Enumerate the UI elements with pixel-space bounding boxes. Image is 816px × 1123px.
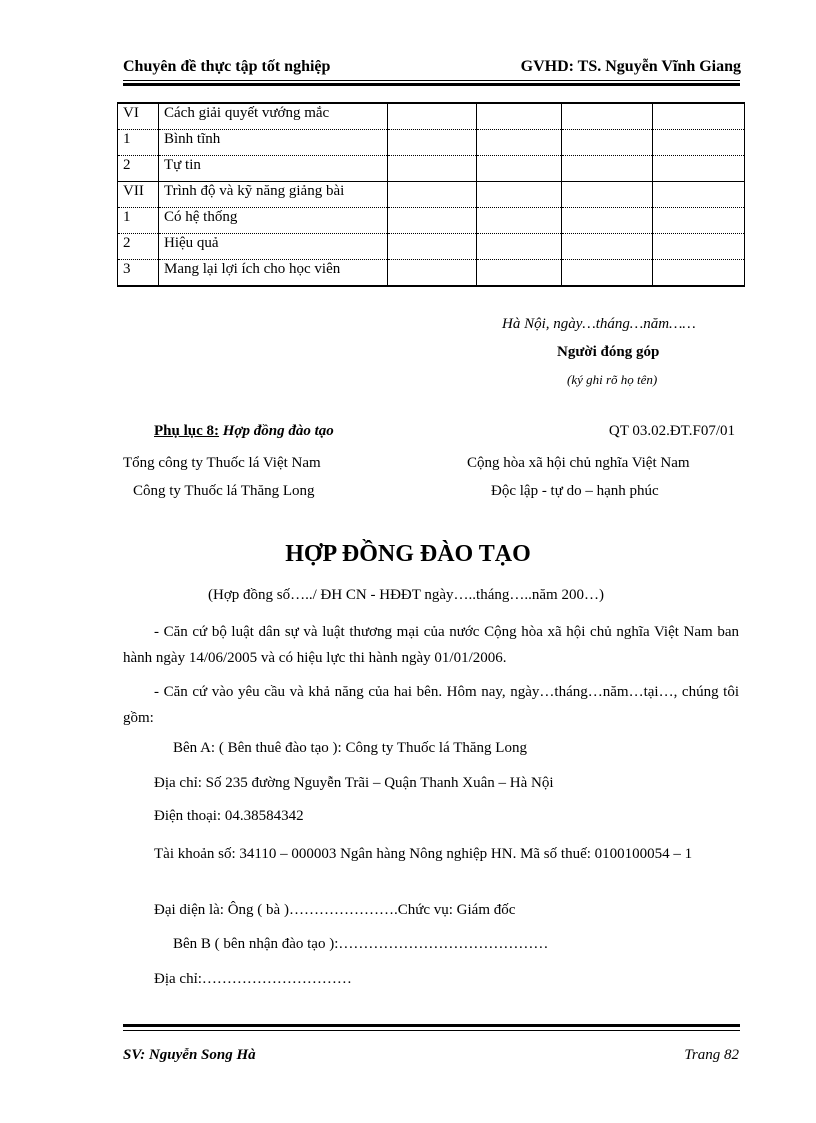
rating-cell [477,260,562,287]
table-row [118,182,745,208]
rating-cell [477,182,562,208]
rating-cell [562,156,653,182]
paragraph-legal-basis: - Căn cứ bộ luật dân sự và luật thương mại của nước Cộng hòa xã hội chủ nghĩa Việt Nam ban hành ngày 14/06/2005 và có hiệu lực thi hành ngày 01/01/2006. [123,624,739,666]
row-number: VI [118,103,159,130]
criterion: Có hệ thống [159,208,388,234]
rating-cell [653,208,745,234]
contributor-label: Người đóng góp [557,344,660,360]
rating-cell [562,234,653,260]
phone: Điện thoại: 04.38584342 [154,808,304,824]
rating-cell [477,156,562,182]
address-a: Địa chỉ: Số 235 đường Nguyễn Trãi – Quận Thanh Xuân – Hà Nội [154,775,554,791]
paragraph-agreement: - Căn cứ vào yêu cầu và khả năng của hai bên. Hôm nay, ngày…tháng…năm…tại…, chúng tôi gồm: [123,684,739,726]
party-a: Bên A: ( Bên thuê đào tạo ): Công ty Thuốc lá Thăng Long [173,740,527,756]
rating-cell [562,208,653,234]
rating-cell [477,234,562,260]
place-date: Hà Nội, ngày…tháng…năm…… [502,316,696,332]
org-line-2: Công ty Thuốc lá Thăng Long [133,483,315,499]
header-right: GVHD: TS. Nguyễn Vĩnh Giang [520,58,741,75]
rating-cell [653,234,745,260]
row-number: 1 [118,208,159,234]
row-number: 2 [118,156,159,182]
rating-cell [653,103,745,130]
rating-cell [477,208,562,234]
rating-cell [388,156,477,182]
page-number: Trang 82 [684,1047,739,1063]
representative: Đại diện là: Ông ( bà )………………….Chức vụ: Giám đốc [154,902,516,918]
header-left: Chuyên đề thực tập tốt nghiệp [123,58,331,75]
rating-cell [562,103,653,130]
rating-cell [388,208,477,234]
table-row [118,103,745,130]
rating-cell [388,182,477,208]
table-row [118,130,745,156]
row-number: 2 [118,234,159,260]
rating-cell [477,130,562,156]
criterion: Hiệu quả [159,234,388,260]
rating-cell [388,103,477,130]
evaluation-table [117,102,745,287]
rating-cell [388,130,477,156]
criterion: Bình tĩnh [159,130,388,156]
row-number: 1 [118,130,159,156]
header-rule-thick [123,83,740,86]
appendix-heading [154,423,334,440]
criterion: Tự tin [159,156,388,182]
rating-cell [562,182,653,208]
table-row [118,260,745,287]
motto-line-1: Cộng hòa xã hội chủ nghĩa Việt Nam [467,455,690,471]
org-line-1: Tổng công ty Thuốc lá Việt Nam [123,455,321,471]
table-row [118,234,745,260]
rating-cell [653,260,745,287]
rating-cell [477,103,562,130]
row-number: 3 [118,260,159,287]
appendix-label: Phụ lục 8: [154,423,220,439]
rating-cell [653,156,745,182]
contract-number: (Hợp đồng số…../ ĐH CN - HĐĐT ngày…..tháng…..năm 200…) [208,587,604,603]
address-b: Địa chỉ:………………………… [154,971,352,987]
footer-rule-thin [123,1030,740,1031]
criterion: Trình độ và kỹ năng giảng bài [159,182,388,208]
table-row [118,156,745,182]
row-number: VII [118,182,159,208]
rating-cell [388,260,477,287]
account-tax: Tài khoản số: 34110 – 000003 Ngân hàng Nông nghiệp HN. Mã số thuế: 0100100054 – 1 [154,846,693,862]
rating-cell [653,182,745,208]
criterion: Mang lại lợi ích cho học viên [159,260,388,287]
form-code: QT 03.02.ĐT.F07/01 [608,423,735,439]
rating-cell [388,234,477,260]
student-name: SV: Nguyễn Song Hà [123,1047,256,1063]
rating-cell [653,130,745,156]
criterion: Cách giải quyết vướng mắc [159,103,388,130]
motto-line-2: Độc lập - tự do – hạnh phúc [491,483,659,499]
party-b: Bên B ( bên nhận đào tạo ):…………………………………… [173,936,549,952]
appendix-title: Hợp đồng đào tạo [222,423,334,439]
footer-rule-thick [123,1024,740,1027]
table-row [118,208,745,234]
rating-cell [562,260,653,287]
rating-cell [562,130,653,156]
signature-note: (ký ghi rõ họ tên) [567,372,658,387]
contract-title: HỢP ĐỒNG ĐÀO TẠO [285,541,531,567]
header-rule-thin [123,80,740,81]
